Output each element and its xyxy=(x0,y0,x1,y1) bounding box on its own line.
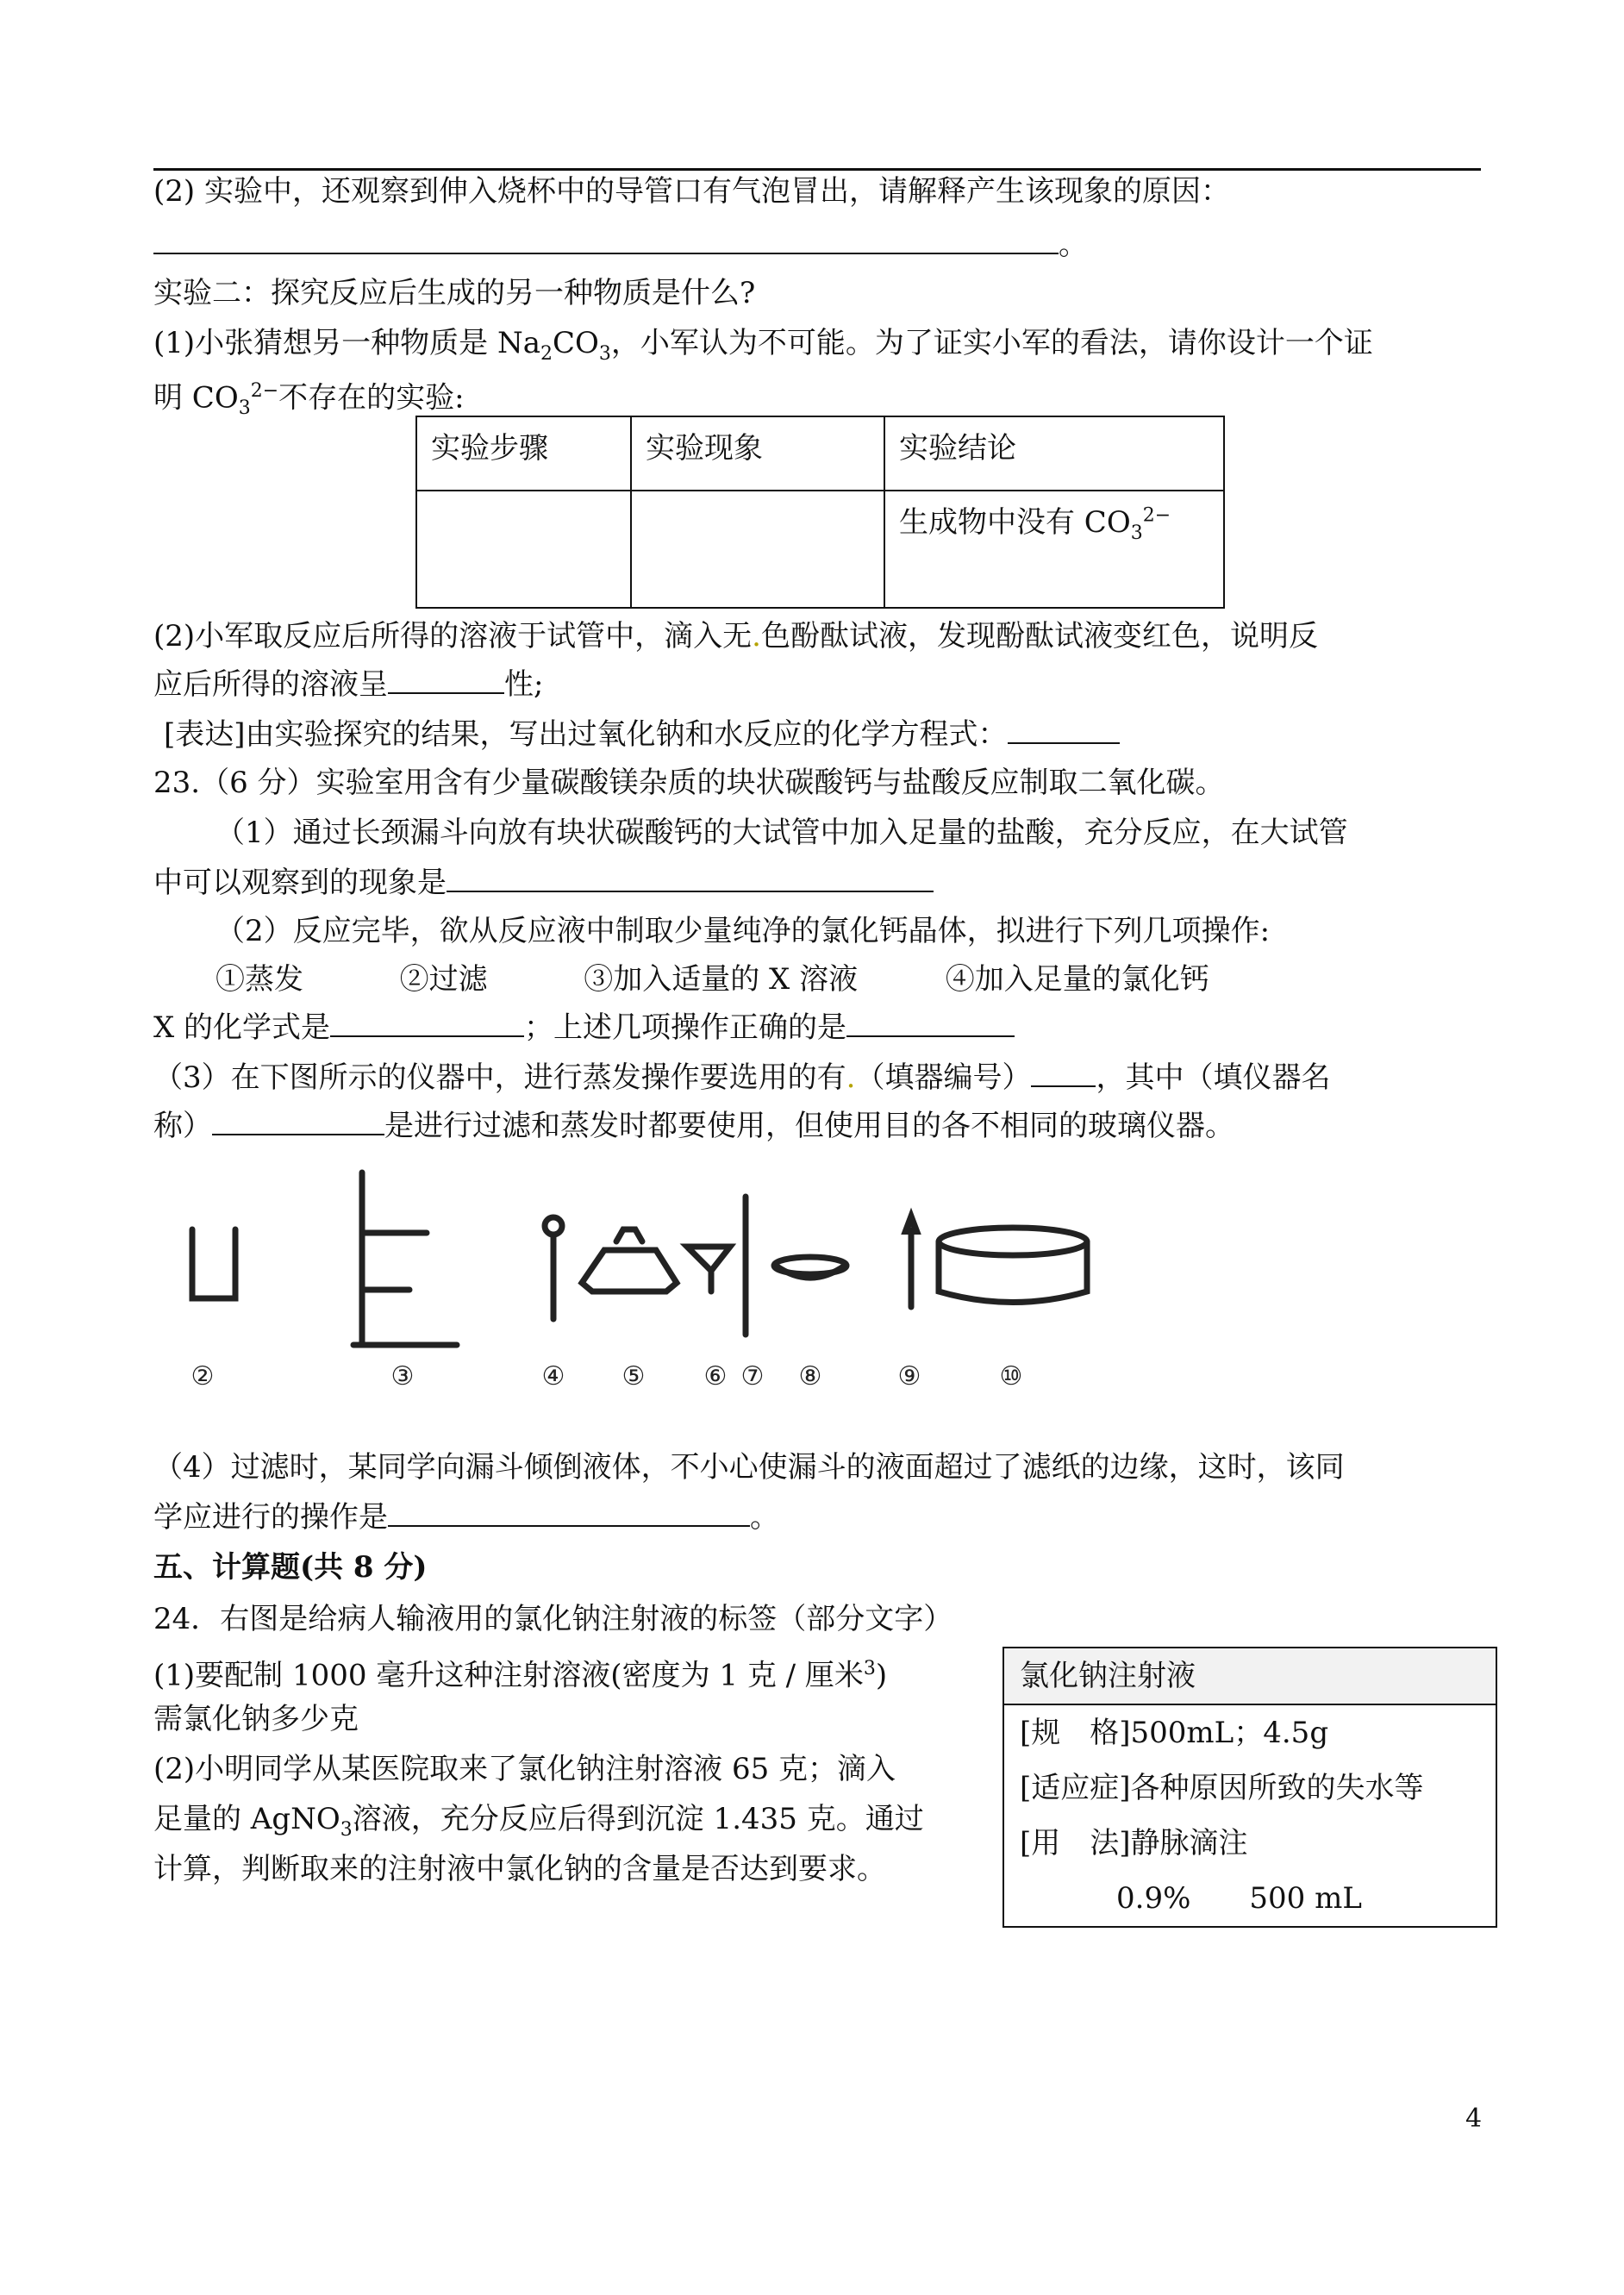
page-number: 4 xyxy=(1465,2104,1483,2134)
answer-blank xyxy=(330,1010,524,1037)
table-header: 实验步骤 xyxy=(416,416,631,491)
exp2-title: 实验二：探究反应后生成的另一种物质是什么? xyxy=(153,276,756,310)
lab-instruments-drawing xyxy=(177,1162,1159,1395)
operations-list xyxy=(215,960,1209,998)
instrument-label: ⑧ xyxy=(798,1361,822,1391)
experiment-table xyxy=(415,416,1225,609)
q23-1-line1: （1）通过长颈漏斗向放有块状碳酸钙的大试管中加入足量的盐酸，充分反应，在大试管 xyxy=(215,816,1348,850)
table-header: 实验结论 xyxy=(884,416,1224,491)
saline-label-box xyxy=(1003,1647,1497,1928)
express-line: [表达]由实验探究的结果，写出过氧化钠和水反应的化学方程式： xyxy=(164,716,1120,754)
evaporating-dish-icon xyxy=(774,1257,846,1278)
q2-2-line2: 。 xyxy=(153,226,1088,264)
q24-title: 24．右图是给病人输液用的氯化钠注射液的标签（部分文字） xyxy=(153,1602,953,1636)
beaker-icon xyxy=(192,1229,235,1298)
instrument-label: ⑦ xyxy=(740,1361,765,1391)
instrument-label: ⑨ xyxy=(897,1361,921,1391)
q23-2-line1: （2）反应完毕，欲从反应液中制取少量纯净的氯化钙晶体，拟进行下列几项操作: xyxy=(215,914,1271,948)
exp2-q2-line2: 应后所得的溶液呈 性; xyxy=(153,667,544,702)
q23-1-line2: 中可以观察到的现象是 xyxy=(153,864,934,902)
instrument-label: ⑩ xyxy=(999,1361,1023,1391)
exp2-q1-line1: (1)小张猜想另一种物质是 $Na_2CO_3$，小军认为不可能。为了证实小军的看法，请你设计一个证 xyxy=(153,326,1373,365)
label-concentration: 0.9% 500 mL xyxy=(1116,1881,1362,1916)
q24-2-line3: 计算，判断取来的注射液中氯化钠的含量是否达到要求。 xyxy=(153,1852,886,1886)
instrument-label: ⑤ xyxy=(621,1361,646,1391)
answer-blank xyxy=(212,1108,384,1135)
q24-2-line1: (2)小明同学从某医院取来了氯化钠注射溶液 65 克；滴入 xyxy=(153,1752,896,1786)
table-cell xyxy=(631,491,884,608)
op-item: ②过滤 xyxy=(399,962,488,997)
answer-blank xyxy=(388,666,504,694)
answer-blank xyxy=(1008,716,1120,744)
q24-1-line1: (1)要配制 1000 毫升这种注射溶液(密度为 1 克 / 厘米$^3$) xyxy=(153,1658,888,1693)
q23-4-line2: 学应进行的操作是 。 xyxy=(153,1500,779,1535)
exp2-q2-line1: (2)小军取反应后所得的溶液于试管中，滴入无.色酚酞试液，发现酚酞试液变红色，说明反 xyxy=(153,619,1318,653)
instrument-label: ② xyxy=(191,1361,215,1391)
table-cell xyxy=(416,491,631,608)
section-title: 五、计算题(共 8 分) xyxy=(153,1550,428,1585)
instrument-label: ③ xyxy=(390,1361,415,1391)
q23-3-line1: （3）在下图所示的仪器中，进行蒸发操作要选用的有.（填器编号） ，其中（填仪器名 xyxy=(153,1060,1331,1095)
answer-blank xyxy=(388,1499,750,1527)
op-item: ①蒸发 xyxy=(215,962,303,997)
header-rule xyxy=(153,168,1481,171)
answer-blank xyxy=(846,1010,1015,1037)
q23-title: 23.（6 分）实验室用含有少量碳酸镁杂质的块状碳酸钙与盐酸反应制取二氧化碳。 xyxy=(153,766,1225,800)
instrument-label: ⑥ xyxy=(703,1361,728,1391)
stirring-rod-icon xyxy=(545,1217,562,1319)
instrument-label: ④ xyxy=(541,1361,565,1391)
q2-2-line1: (2) 实验中，还观察到伸入烧杯中的导管口有气泡冒出，请解释产生该现象的原因： xyxy=(153,174,1230,209)
exp2-q1-line2: 明 $CO_3^{2-}$不存在的实验: xyxy=(153,380,465,420)
answer-blank xyxy=(447,865,934,892)
q23-4-line1: （4）过滤时，某同学向漏斗倾倒液体，不小心使漏斗的液面超过了滤纸的边缘，这时，该同 xyxy=(153,1450,1345,1485)
op-item: ④加入足量的氯化钙 xyxy=(945,962,1209,997)
alcohol-lamp-icon xyxy=(582,1229,677,1291)
op-item: ③加入适量的 X 溶液 xyxy=(584,962,859,997)
answer-blank xyxy=(1031,1060,1096,1087)
q24-2-line2: 足量的 AgNO$_3$溶液，充分反应后得到沉淀 1.435 克。通过 xyxy=(153,1802,924,1841)
funnel-icon xyxy=(687,1247,730,1291)
table-header: 实验现象 xyxy=(631,416,884,491)
q24-1-line2: 需氯化钠多少克 xyxy=(153,1702,359,1736)
q23-3-line2: 称） 是进行过滤和蒸发时都要使用，但使用目的各不相同的玻璃仪器。 xyxy=(153,1109,1234,1143)
crucible-icon xyxy=(939,1228,1087,1303)
label-indication: [适应症]各种原因所致的失水等 xyxy=(1020,1771,1424,1805)
label-spec: [规 格]500mL；4.5g xyxy=(1020,1716,1329,1750)
label-title: 氯化钠注射液 xyxy=(1004,1648,1496,1705)
iron-stand-icon xyxy=(353,1173,457,1345)
label-usage: [用 法]静脉滴注 xyxy=(1020,1826,1248,1860)
answer-blank xyxy=(153,227,1059,254)
dropper-icon xyxy=(906,1217,916,1307)
q23-2-line2: X 的化学式是 ；上述几项操作正确的是 xyxy=(153,1009,1015,1047)
instrument-figure xyxy=(177,1162,1159,1395)
table-cell-conclusion: 生成物中没有 $CO_3^{2-}$ xyxy=(884,491,1224,608)
